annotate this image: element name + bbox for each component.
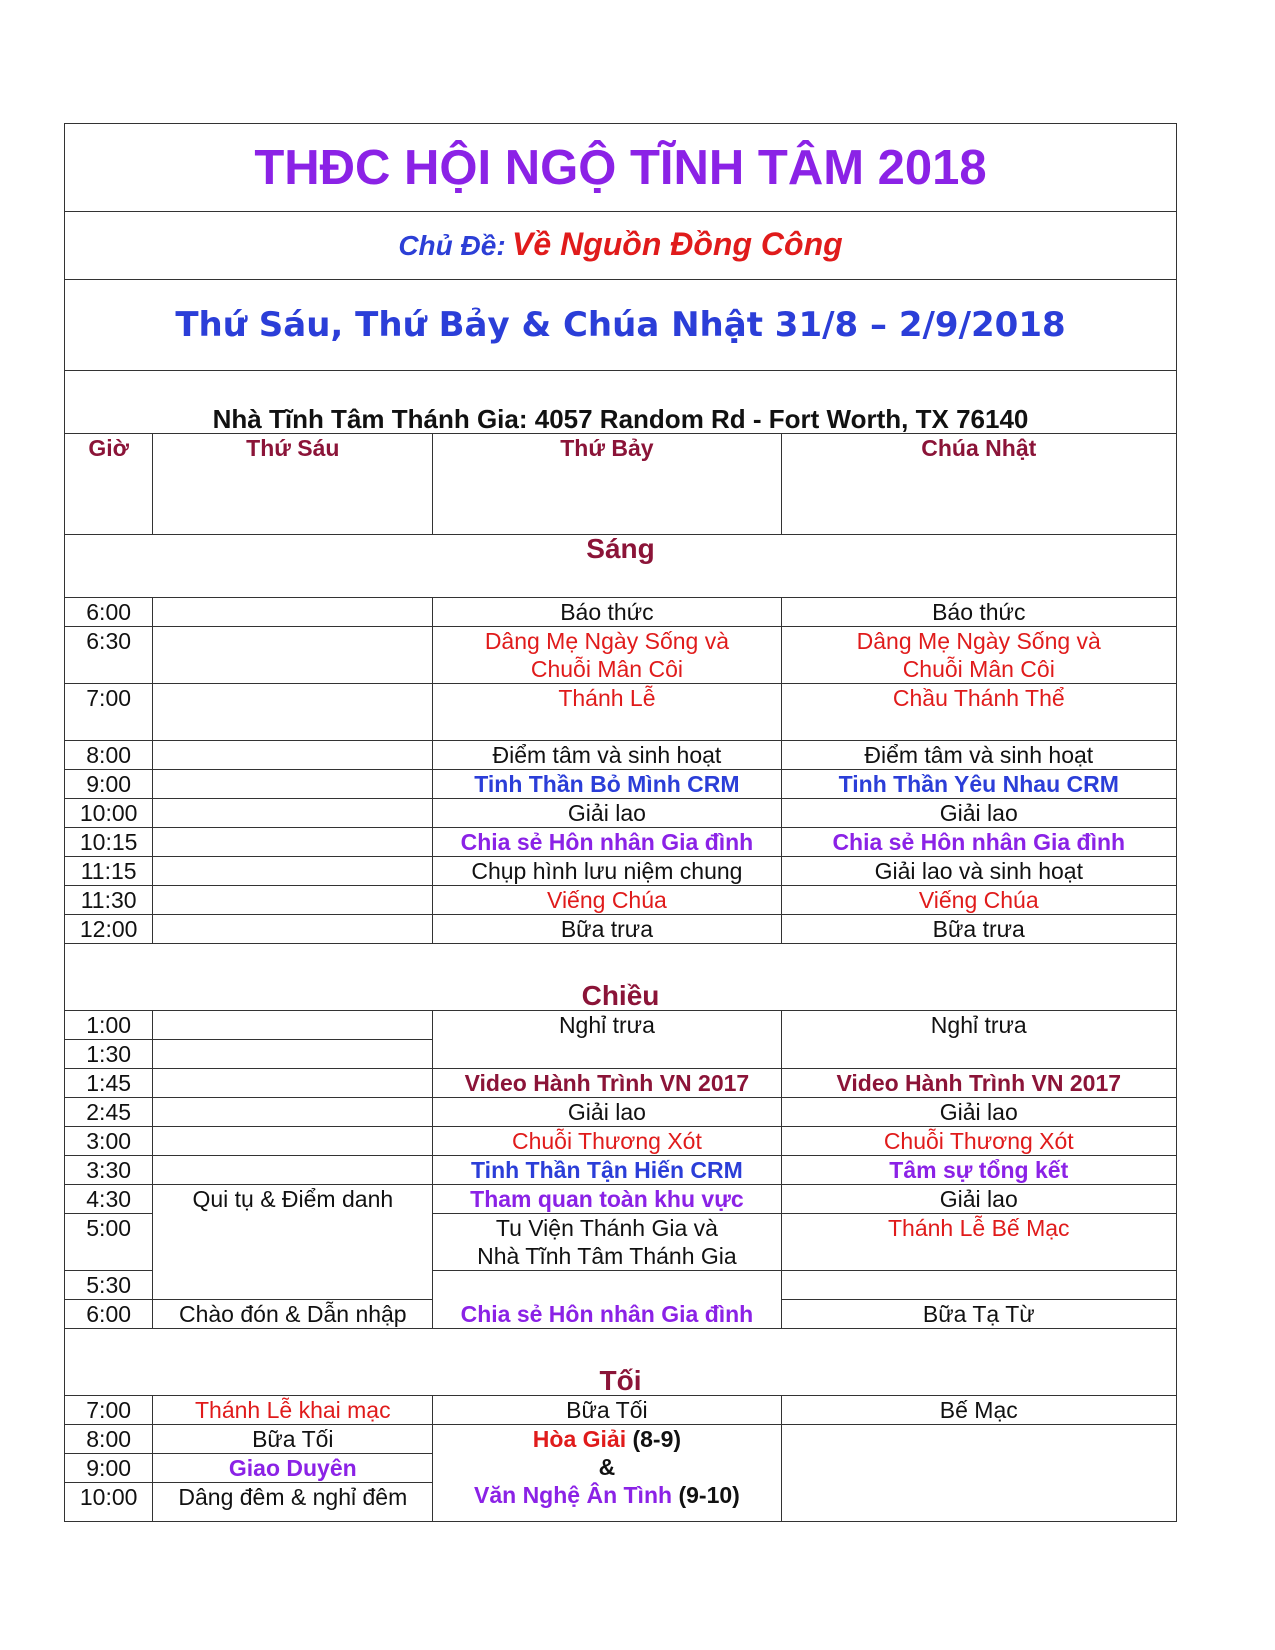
sat-cell: Chuỗi Thương Xót [433, 1127, 781, 1156]
sat-cell: Tinh Thần Tận Hiến CRM [433, 1156, 781, 1185]
sun-cell: Bữa trưa [781, 915, 1176, 944]
fri-cell: Bữa Tối [153, 1425, 433, 1454]
col-header-time: Giờ [65, 434, 153, 535]
section-afternoon: Chiều [65, 944, 1177, 1011]
sun-cell: Tâm sự tổng kết [781, 1156, 1176, 1185]
table-row [65, 741, 1177, 770]
time-cell: 8:00 [65, 1425, 153, 1454]
sun-cell: Chầu Thánh Thể [781, 684, 1176, 741]
sat-cell: Tham quan toàn khu vực [433, 1185, 781, 1214]
time-cell: 3:30 [65, 1156, 153, 1185]
time-cell: 2:45 [65, 1098, 153, 1127]
sat-cell [433, 1425, 781, 1522]
sat-performance-time: (9-10) [678, 1482, 740, 1508]
sun-cell: Video Hành Trình VN 2017 [781, 1069, 1176, 1098]
sun-cell: Chia sẻ Hôn nhân Gia đình [781, 828, 1176, 857]
fri-cell: Dâng đêm & nghỉ đêm [153, 1483, 433, 1522]
fri-cell [153, 1069, 433, 1098]
time-cell: 9:00 [65, 1454, 153, 1483]
table-row [65, 1156, 1177, 1185]
table-row [65, 1098, 1177, 1127]
sat-cell: Báo thức [433, 598, 781, 627]
sat-cell: Bữa trưa [433, 915, 781, 944]
table-row [65, 1396, 1177, 1425]
sat-line: Tu Viện Thánh Gia và [495, 1215, 718, 1241]
sun-cell: Thánh Lễ Bế Mạc [781, 1214, 1176, 1271]
sun-cell: Giải lao [781, 1185, 1176, 1214]
fri-cell: Qui tụ & Điểm danh [153, 1185, 433, 1300]
sun-cell [781, 1425, 1176, 1522]
fri-cell [153, 886, 433, 915]
sat-cell: Chụp hình lưu niệm chung [433, 857, 781, 886]
sun-cell: Nghỉ trưa [781, 1011, 1176, 1069]
time-cell: 10:15 [65, 828, 153, 857]
table-row [65, 627, 1177, 684]
fri-cell [153, 684, 433, 741]
fri-cell: Giao Duyên [153, 1454, 433, 1483]
fri-cell [153, 1011, 433, 1040]
time-cell: 1:30 [65, 1040, 153, 1069]
sat-line: Dâng Mẹ Ngày Sống và [484, 628, 730, 654]
sat-cell [433, 627, 781, 684]
sun-cell [781, 627, 1176, 684]
fri-cell [153, 1040, 433, 1069]
col-header-sunday: Chúa Nhật [781, 434, 1176, 535]
sun-cell: Điểm tâm và sinh hoạt [781, 741, 1176, 770]
sat-cell: Viếng Chúa [433, 886, 781, 915]
sun-cell: Báo thức [781, 598, 1176, 627]
time-cell: 7:00 [65, 1396, 153, 1425]
fri-cell [153, 1098, 433, 1127]
table-row [65, 828, 1177, 857]
col-header-friday: Thứ Sáu [153, 434, 433, 535]
time-cell: 6:00 [65, 598, 153, 627]
time-cell: 11:30 [65, 886, 153, 915]
time-cell: 5:00 [65, 1214, 153, 1271]
table-row [65, 1011, 1177, 1040]
fri-cell: Chào đón & Dẫn nhập [153, 1300, 433, 1329]
sat-cell: Chia sẻ Hôn nhân Gia đình [433, 828, 781, 857]
sat-cell: Giải lao [433, 1098, 781, 1127]
sun-line: Dâng Mẹ Ngày Sống và [856, 628, 1101, 654]
time-cell: 11:15 [65, 857, 153, 886]
section-morning: Sáng [65, 535, 1177, 598]
col-header-saturday: Thứ Bảy [433, 434, 781, 535]
fri-cell [153, 741, 433, 770]
time-cell: 1:45 [65, 1069, 153, 1098]
theme-value: Về Nguồn Đồng Công [512, 226, 843, 262]
sun-cell: Tinh Thần Yêu Nhau CRM [781, 770, 1176, 799]
sun-cell [781, 1271, 1176, 1300]
sun-cell: Bữa Tạ Từ [781, 1300, 1176, 1329]
sat-cell: Chia sẻ Hôn nhân Gia đình [433, 1271, 781, 1329]
sat-cell [433, 1214, 781, 1271]
table-row [65, 598, 1177, 627]
table-row [65, 799, 1177, 828]
dates-heading: Thứ Sáu, Thứ Bảy & Chúa Nhật 31/8 – 2/9/2018 [65, 280, 1177, 371]
sun-cell: Chuỗi Thương Xót [781, 1127, 1176, 1156]
table-row [65, 684, 1177, 741]
theme-row [65, 212, 1177, 280]
sat-cell: Tinh Thần Bỏ Mình CRM [433, 770, 781, 799]
table-row [65, 1425, 1177, 1454]
time-cell: 10:00 [65, 799, 153, 828]
time-cell: 1:00 [65, 1011, 153, 1040]
sat-performance: Văn Nghệ Ân Tình [474, 1482, 673, 1508]
sat-line: Chuỗi Mân Côi [530, 656, 683, 682]
fri-cell [153, 915, 433, 944]
sun-line: Chuỗi Mân Côi [902, 656, 1055, 682]
sat-cell: Video Hành Trình VN 2017 [433, 1069, 781, 1098]
sun-cell: Bế Mạc [781, 1396, 1176, 1425]
fri-cell [153, 1127, 433, 1156]
fri-cell [153, 598, 433, 627]
time-cell: 5:30 [65, 1271, 153, 1300]
table-row [65, 886, 1177, 915]
address: Nhà Tĩnh Tâm Thánh Gia: 4057 Random Rd - Fort Worth, TX 76140 [65, 371, 1177, 434]
table-row [65, 1127, 1177, 1156]
section-evening: Tối [65, 1329, 1177, 1396]
table-row [65, 915, 1177, 944]
time-cell: 4:30 [65, 1185, 153, 1214]
time-cell: 7:00 [65, 684, 153, 741]
schedule-table [64, 123, 1177, 1522]
table-row [65, 857, 1177, 886]
fri-cell [153, 770, 433, 799]
sun-cell: Giải lao [781, 799, 1176, 828]
sat-reconciliation-time: (8-9) [632, 1426, 682, 1452]
sun-cell: Giải lao [781, 1098, 1176, 1127]
time-cell: 8:00 [65, 741, 153, 770]
sun-cell: Viếng Chúa [781, 886, 1176, 915]
sat-cell: Điểm tâm và sinh hoạt [433, 741, 781, 770]
table-row [65, 1185, 1177, 1214]
sat-ampersand: & [598, 1454, 616, 1480]
table-row [65, 770, 1177, 799]
time-cell: 9:00 [65, 770, 153, 799]
fri-cell: Thánh Lễ khai mạc [153, 1396, 433, 1425]
sat-reconciliation: Hòa Giải [532, 1426, 627, 1452]
sat-cell: Thánh Lễ [433, 684, 781, 741]
table-row [65, 1069, 1177, 1098]
theme-label: Chủ Đề: [398, 230, 506, 261]
time-cell: 6:00 [65, 1300, 153, 1329]
fri-cell [153, 828, 433, 857]
fri-cell [153, 627, 433, 684]
fri-cell [153, 1156, 433, 1185]
time-cell: 12:00 [65, 915, 153, 944]
sat-line: Nhà Tĩnh Tâm Thánh Gia [477, 1243, 737, 1269]
sat-cell: Nghỉ trưa [433, 1011, 781, 1069]
time-cell: 10:00 [65, 1483, 153, 1522]
sun-cell: Giải lao và sinh hoạt [781, 857, 1176, 886]
time-cell: 6:30 [65, 627, 153, 684]
fri-cell [153, 799, 433, 828]
page-title: THĐC HỘI NGỘ TĨNH TÂM 2018 [65, 124, 1177, 212]
sat-cell: Bữa Tối [433, 1396, 781, 1425]
sat-cell: Giải lao [433, 799, 781, 828]
fri-cell [153, 857, 433, 886]
time-cell: 3:00 [65, 1127, 153, 1156]
